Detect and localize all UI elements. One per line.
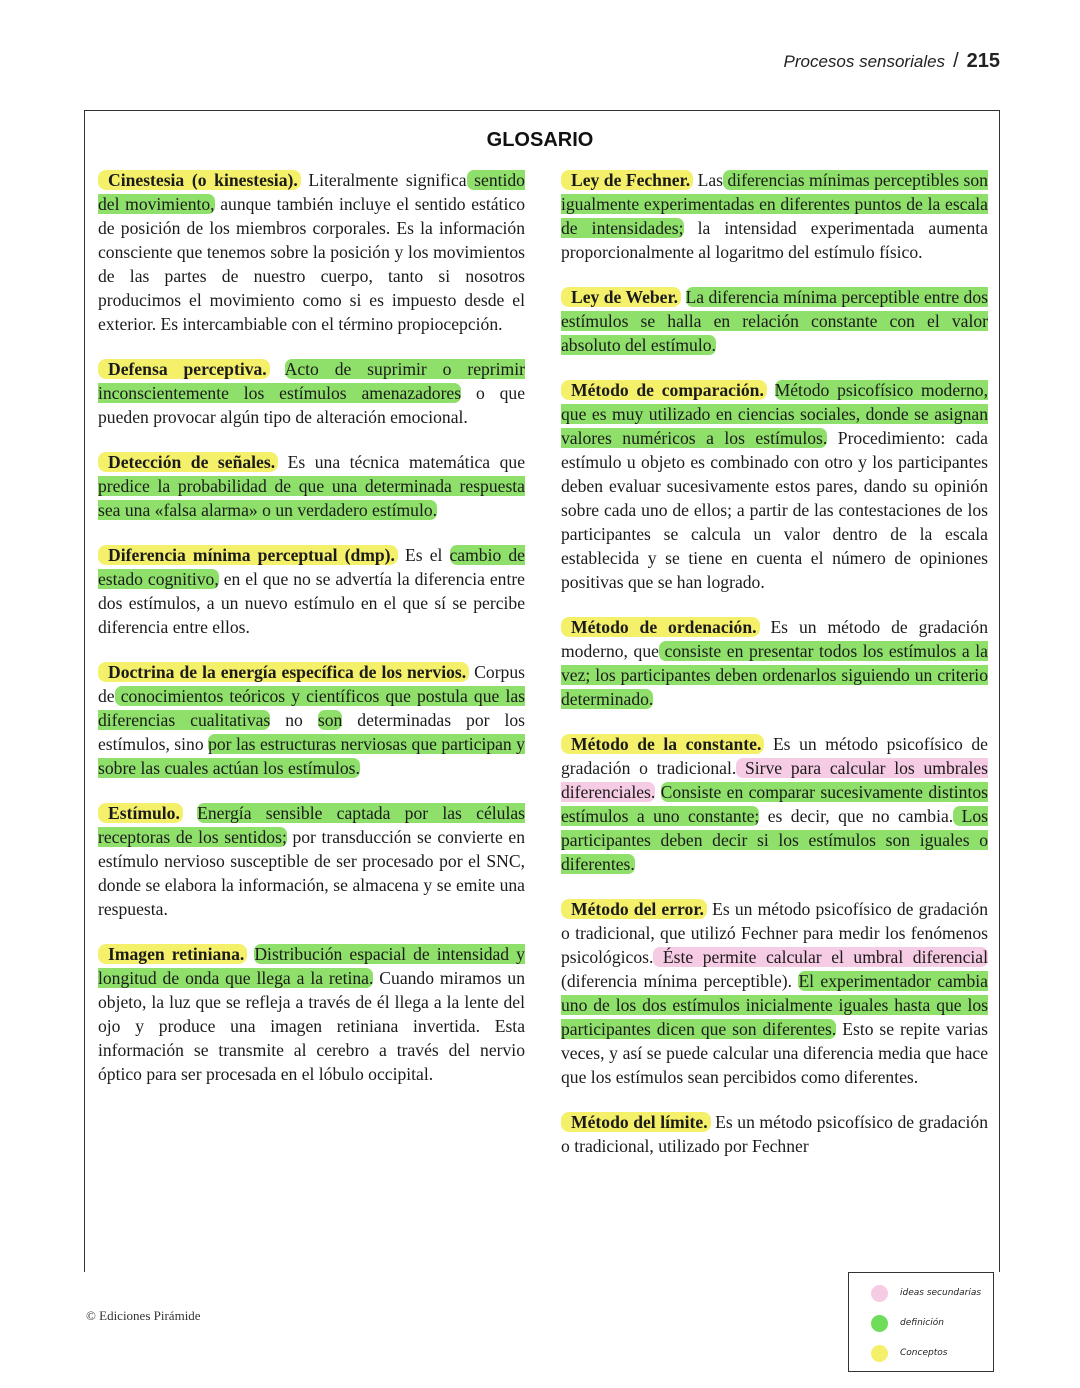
legend-item bbox=[849, 1308, 993, 1338]
glossary-entry bbox=[98, 660, 525, 780]
glossary-entry bbox=[98, 450, 525, 522]
glossary-term: Ley de Weber. bbox=[561, 287, 681, 307]
highlighted-text: Acto de suprimir o reprimir inconscientemente los estímulos amenazadores bbox=[98, 359, 525, 403]
glossary-term: Cinestesia (o kinestesia). bbox=[98, 170, 301, 190]
glossary-entry bbox=[561, 378, 988, 594]
definition-text bbox=[655, 782, 660, 802]
glossary-term: Método del límite. bbox=[561, 1112, 711, 1132]
copyright-footer: © Ediciones Pirámide bbox=[86, 1308, 201, 1323]
definition-text: o que pueden provocar algún tipo de alteración emocional. bbox=[98, 383, 525, 427]
glossary-entry bbox=[561, 285, 988, 357]
definition-text: Es un método psicofísico de gradación o tradicional. bbox=[561, 734, 988, 778]
highlighted-text: Éste permite calcular el umbral diferencial bbox=[653, 947, 988, 967]
definition-text: Procedimiento: cada estímulo u objeto es combinado con otro y los participantes deben evaluar sucesivamente estos pares, dando su opinión sobre cada uno de ellos; a partir de las contestaciones de los participantes se calcula un valor dentro de la escala establecida y se tiene en cuenta el número de opiniones positivas que se han logrado. bbox=[561, 428, 988, 592]
glossary-term: Método de comparación. bbox=[561, 380, 767, 400]
glossary-term: Defensa perceptiva. bbox=[98, 359, 270, 379]
legend-color-dot bbox=[871, 1345, 888, 1362]
legend-label: Conceptos bbox=[900, 1348, 948, 1358]
legend-item bbox=[849, 1278, 993, 1308]
highlighted-text: consiste en presentar todos los estímulos a la vez; los participantes deben ordenarlos siguiendo un criterio determinado. bbox=[561, 641, 988, 709]
right-column bbox=[561, 168, 988, 1179]
glossary-term: Detección de señales. bbox=[98, 452, 278, 472]
definition-text bbox=[183, 803, 197, 823]
page-number: 215 bbox=[966, 50, 1000, 72]
definition-text: (diferencia mínima perceptible). bbox=[561, 971, 799, 991]
definition-text: Literalmente significa bbox=[300, 170, 467, 190]
definition-text: por transducción se convierte en estímulo nervioso susceptible de ser procesado por el SNC, donde se elabora la información, se almacena y se emite una respuesta. bbox=[98, 827, 525, 919]
highlight-legend bbox=[848, 1272, 994, 1372]
glossary-term: Doctrina de la energía específica de los nervios. bbox=[98, 662, 469, 682]
legend-label: definición bbox=[900, 1318, 944, 1328]
legend-color-dot bbox=[871, 1285, 888, 1302]
definition-text: Esto se repite varias veces, y así se puede calcular una diferencia media que hace que los estímulos sean percibidos como diferentes. bbox=[561, 1019, 988, 1087]
glossary-term: Método del error. bbox=[561, 899, 707, 919]
highlighted-text: Consiste en comparar sucesivamente distintos estímulos a uno constante; bbox=[561, 782, 988, 826]
definition-text: no bbox=[270, 710, 318, 730]
definition-text: es decir, que no cambia. bbox=[759, 806, 954, 826]
legend-item bbox=[849, 1338, 993, 1368]
glossary-entry bbox=[561, 732, 988, 876]
running-head bbox=[783, 50, 1000, 73]
highlighted-text: cambio de estado cognitivo, bbox=[98, 545, 525, 589]
highlighted-text: diferencias mínimas perceptibles son igualmente experimentadas en diferentes puntos de la escala de intensidades; bbox=[561, 170, 988, 238]
glossary-term: Método de ordenación. bbox=[561, 617, 760, 637]
glossary-entry bbox=[561, 1110, 988, 1158]
glossary-entry bbox=[98, 942, 525, 1086]
glossary-entry bbox=[561, 897, 988, 1089]
glossary-entry bbox=[98, 168, 525, 336]
definition-text: Es el bbox=[397, 545, 450, 565]
definition-text: aunque también incluye el sentido estático de posición de los miembros corporales. Es la información consciente que tenemos sobre la posición y los movimientos de las partes de nuestro cuerpo, tanto si nosotros producimos el movimiento como si es impuesto desde el exterior. Es intercambiable con el término propiocepción. bbox=[98, 194, 525, 334]
definition-text: Es un método de gradación moderno, que bbox=[561, 617, 988, 661]
glossary-entry bbox=[561, 615, 988, 711]
section-title: Procesos sensoriales bbox=[783, 52, 946, 71]
glossary-term: Método de la constante. bbox=[561, 734, 764, 754]
definition-text: en el que no se advertía la diferencia entre dos estímulos, a un nuevo estímulo en el que sí se percibe diferencia entre ellos. bbox=[98, 569, 525, 637]
definition-text bbox=[767, 380, 775, 400]
highlighted-text: Método psicofísico moderno, que es muy utilizado en ciencias sociales, donde se asignan valores numéricos a los estímulos. bbox=[561, 380, 988, 448]
glossary-entry bbox=[561, 168, 988, 264]
definition-text: la intensidad experimentada aumenta proporcionalmente al logaritmo del estímulo físico. bbox=[561, 218, 988, 262]
legend-label: ideas secundarias bbox=[900, 1288, 982, 1298]
glossary-title: GLOSARIO bbox=[486, 129, 594, 151]
glossary-entry bbox=[98, 357, 525, 429]
highlighted-text: Energía sensible captada por las células receptoras de los sentidos; bbox=[98, 803, 525, 847]
glossary-entry bbox=[98, 543, 525, 639]
glossary-term: Estímulo. bbox=[98, 803, 183, 823]
highlighted-text: Distribución espacial de intensidad y longitud de onda que llega a la retina. bbox=[98, 944, 525, 988]
definition-text bbox=[681, 287, 685, 307]
glossary-term: Imagen retiniana. bbox=[98, 944, 247, 964]
definition-text: Las bbox=[693, 170, 723, 190]
definition-text: Corpus de bbox=[98, 662, 525, 706]
definition-text: Cuando miramos un objeto, la luz que se refleja a través de él llega a la lente del ojo y produce una imagen retiniana invertida. Esta información se transmite al cerebro a través del nervio óptico para ser procesada en el lóbulo occipital. bbox=[98, 968, 525, 1084]
glossary-term: Diferencia mínima perceptual (dmp). bbox=[98, 545, 398, 565]
definition-text bbox=[270, 359, 285, 379]
definition-text: Es una técnica matemática que bbox=[278, 452, 525, 472]
highlighted-text: por las estructuras nerviosas que participan y sobre las cuales actúan los estímulos. bbox=[98, 734, 525, 778]
highlighted-text: Sirve para calcular los umbrales diferenciales. bbox=[561, 758, 988, 802]
highlighted-text: Los participantes deben decir si los estímulos son iguales o diferentes. bbox=[561, 806, 988, 874]
highlighted-text: conocimientos teóricos y científicos que postula que las diferencias cualitativas bbox=[98, 686, 525, 730]
definition-text: Es un método psicofísico de gradación o tradicional, utilizado por Fechner bbox=[561, 1112, 988, 1156]
glossary-term: Ley de Fechner. bbox=[561, 170, 693, 190]
separator: / bbox=[953, 50, 959, 72]
legend-color-dot bbox=[871, 1315, 888, 1332]
left-column bbox=[98, 168, 525, 1107]
highlighted-text: La diferencia mínima perceptible entre dos estímulos se halla en relación constante con el valor absoluto del estímulo. bbox=[561, 287, 988, 355]
highlighted-text: son bbox=[317, 710, 343, 730]
definition-text: determinadas por los estímulos, sino bbox=[98, 710, 526, 754]
glossary-entry bbox=[98, 801, 525, 921]
highlighted-text: predice la probabilidad de que una determinada respuesta sea una «falsa alarma» o un verdadero estímulo. bbox=[98, 476, 525, 520]
highlighted-text: sentido del movimiento, bbox=[98, 170, 525, 214]
definition-text: Es un método psicofísico de gradación o tradicional, que utilizó Fechner para medir los fenómenos psicológicos. bbox=[561, 899, 988, 967]
highlighted-text: El experimentador cambia uno de los dos estímulos inicialmente iguales hasta que los participantes dicen que son diferentes. bbox=[561, 971, 988, 1039]
